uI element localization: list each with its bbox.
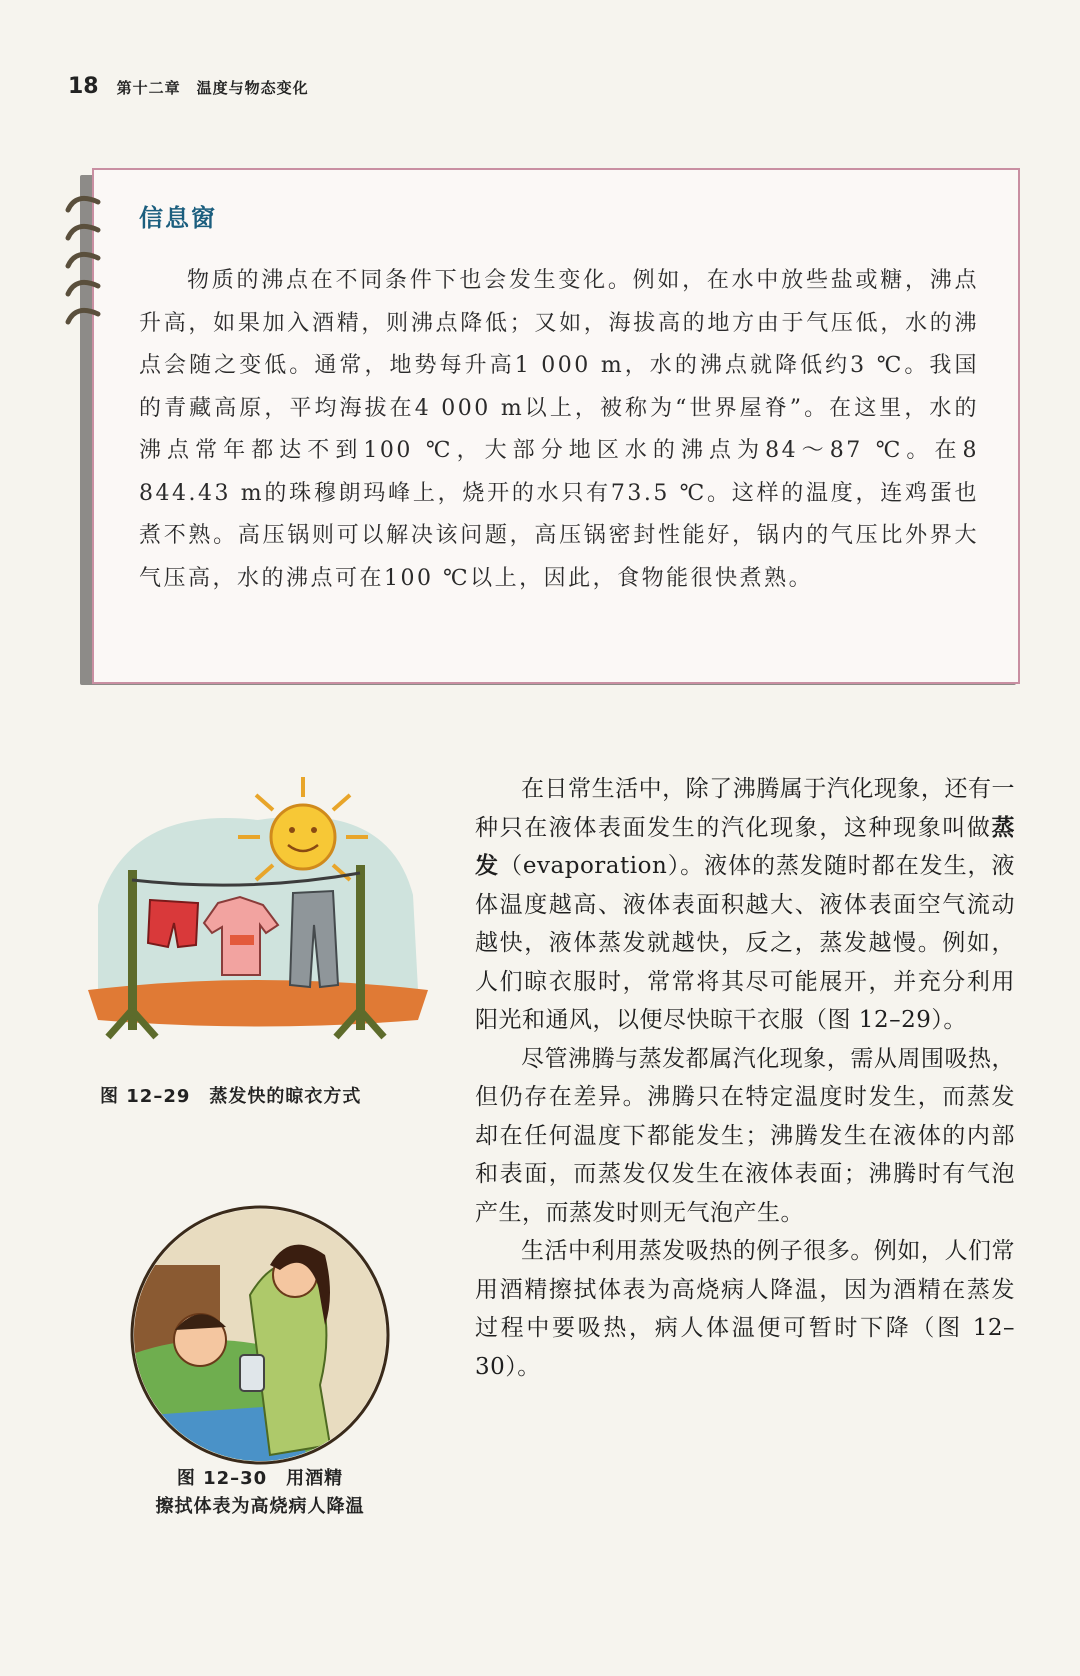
paragraph-evaporation-cooling: 生活中利用蒸发吸热的例子很多。例如，人们常用酒精擦拭体表为高烧病人降温，因为酒精在蒸发过程中要吸热，病人体温便可暂时下降（图 12–30）。 <box>475 1238 1015 1380</box>
page-number: 18 <box>68 74 99 99</box>
paragraph-1-part-b: （evaporation）。液体的蒸发随时都在发生，液体温度越高、液体表面积越大、液体表面空气流动越快，液体蒸发就越快，反之，蒸发越慢。例如，人们晾衣服时，常常将其尽可能展开，并充分利用阳光和通风，以便尽快晾干衣服（图 12–29）。 <box>475 853 1015 1033</box>
body-text <box>475 770 1015 1386</box>
paragraph-evaporation <box>475 770 1015 1040</box>
keyword-evaporation: 蒸发 <box>475 814 1015 879</box>
chapter-title: 第十二章 温度与物态变化 <box>116 79 309 97</box>
figure-12-30-caption-line1: 图 12–30 用酒精 <box>176 1468 344 1489</box>
binder-rings-icon <box>62 188 112 338</box>
figure-12-30-caption-line2: 擦拭体表为高烧病人降温 <box>155 1496 365 1517</box>
paragraph-boiling-vs-evaporation: 尽管沸腾与蒸发都属汽化现象，需从周围吸热，但仍存在差异。沸腾只在特定温度时发生，而蒸发却在任何温度下都能发生；沸腾发生在液体的内部和表面，而蒸发仅发生在液体表面；沸腾时有气泡产生，而蒸发时则无气泡产生。 <box>475 1045 1015 1226</box>
figure-12-29-caption: 图 12–29 蒸发快的晾衣方式 <box>100 1086 362 1107</box>
info-box <box>92 168 1020 684</box>
alcohol-cooling-illustration <box>130 1205 390 1465</box>
paragraph-1-part-a: 在日常生活中，除了沸腾属于汽化现象，还有一种只在液体表面发生的汽化现象，这种现象叫做 <box>475 776 1015 841</box>
page-header <box>68 74 309 99</box>
info-box-title: 信息窗 <box>139 204 217 232</box>
laundry-drying-illustration <box>88 775 428 1075</box>
figure-12-30-caption <box>110 1465 410 1521</box>
info-box-text: 物质的沸点在不同条件下也会发生变化。例如，在水中放些盐或糖，沸点升高，如果加入酒精，则沸点降低；又如，海拔高的地方由于气压低，水的沸点会随之变低。通常，地势每升高1 000 m，水的沸点就降低约3 ℃。我国的青藏高原，平均海拔在4 000 m以上，被称为“世界屋脊”。在这里，水的沸点常年都达不到100 ℃，大部分地区水的沸点为84～87 ℃。在8 844.43 m的珠穆朗玛峰上，烧开的水只有73.5 ℃。这样的温度，连鸡蛋也煮不熟。高压锅则可以解决该问题，高压锅密封性能好，锅内的气压比外界大气压高，水的沸点可在100 ℃以上，因此，食物能很快煮熟。 <box>139 268 979 591</box>
